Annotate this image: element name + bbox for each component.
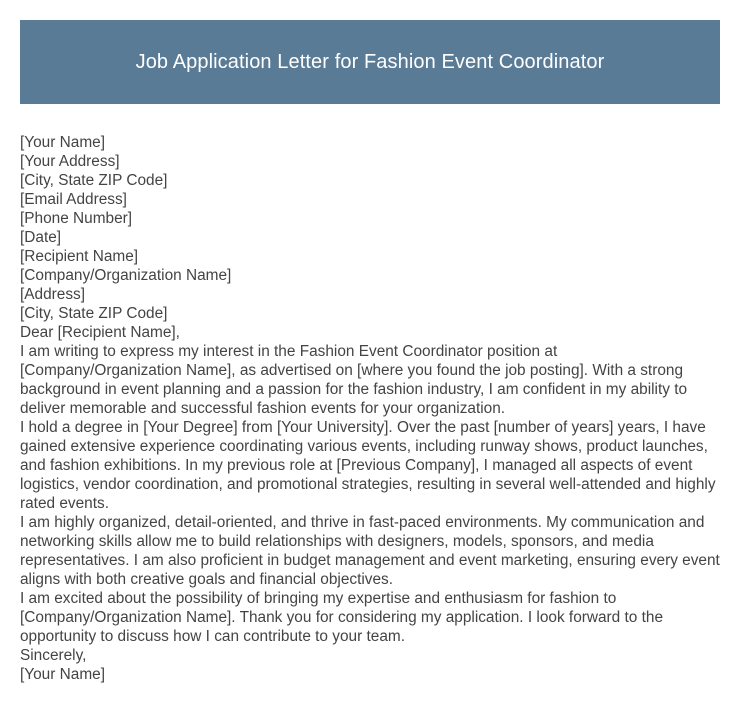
sender-name: [Your Name] [20, 134, 105, 151]
letter-body [20, 133, 722, 684]
page-title: Job Application Letter for Fashion Event Coordinator [135, 50, 605, 73]
closing: Sincerely, [20, 647, 87, 664]
paragraph-closing: I am excited about the possibility of bringing my expertise and enthusiasm for fashion to [Company/Organization Name]. Thank you for considering my application. I look forward to the opportunity to discuss how I can contribute to your team. [20, 590, 664, 645]
signature-name: [Your Name] [20, 666, 105, 683]
title-banner [20, 20, 720, 104]
paragraph-interest: I am writing to express my interest in the Fashion Event Coordinator position at [Company/Organization Name], as advertised on [where you found the job posting]. With a strong background in event planning and a passion for the fashion industry, I am confident in my ability to deliver memorable and successful fashion events for your organization. [20, 343, 688, 417]
sender-phone: [Phone Number] [20, 210, 133, 227]
paragraph-experience: I hold a degree in [Your Degree] from [Your University]. Over the past [number of years] years, I have gained extensive experience coordinating various events, including runway shows, product launches, and fashion exhibitions. In my previous role at [Previous Company], I managed all aspects of event logistics, vendor coordination, and promotional strategies, resulting in several well-attended and highly rated events. [20, 419, 716, 512]
recipient-name: [Recipient Name] [20, 248, 139, 265]
paragraph-skills: I am highly organized, detail-oriented, and thrive in fast-paced environments. My communication and networking skills allow me to build relationships with designers, models, sponsors, and media representatives. I am also proficient in budget management and event marketing, ensuring every event aligns with both creative goals and financial objectives. [20, 514, 720, 588]
sender-city-state-zip: [City, State ZIP Code] [20, 172, 168, 189]
salutation: Dear [Recipient Name], [20, 324, 180, 341]
recipient-address: [Address] [20, 286, 86, 303]
recipient-company: [Company/Organization Name] [20, 267, 232, 284]
sender-email: [Email Address] [20, 191, 127, 208]
letter-date: [Date] [20, 229, 62, 246]
recipient-city-state-zip: [City, State ZIP Code] [20, 305, 168, 322]
sender-address: [Your Address] [20, 153, 120, 170]
